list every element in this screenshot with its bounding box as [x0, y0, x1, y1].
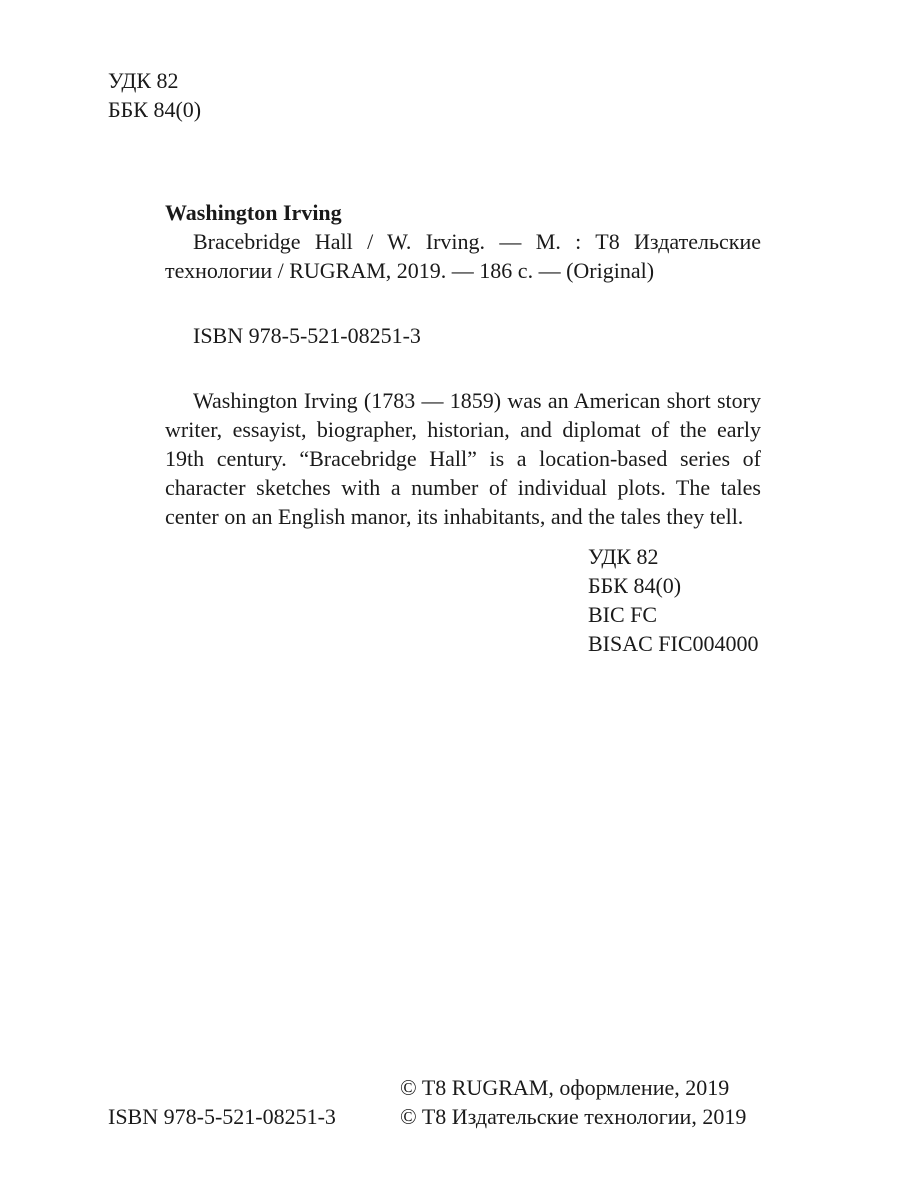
- copyright-block: [400, 1073, 746, 1131]
- bbk-code: ББК 84(0): [108, 97, 202, 122]
- annotation-paragraph: Washington Irving (1783 — 1859) was an American short story writer, essayist, biographer, historian, and diplomat of the early 19th century. “Bracebridge Hall” is a location-based series of character sketches with a number of individual plots. The tales center on an English manor, its inhabitants, and the tales they tell.: [165, 388, 761, 529]
- catalog-record: [165, 198, 761, 531]
- bbk-code: ББК 84(0): [588, 573, 682, 598]
- catalog-isbn: ISBN 978-5-521-08251-3: [193, 323, 421, 348]
- bibliographic-entry: Bracebridge Hall / W. Irving. — M. : T8 Издательские технологии / RUGRAM, 2019. — 186 с. — (Original): [165, 229, 761, 283]
- bic-code: BIC FC: [588, 602, 658, 627]
- udk-code: УДК 82: [108, 68, 179, 93]
- author-name: Washington Irving: [165, 200, 342, 225]
- copyright-design: © T8 RUGRAM, оформление, 2019: [400, 1075, 730, 1100]
- udk-code: УДК 82: [588, 544, 659, 569]
- right-classification-codes: [588, 542, 759, 658]
- bisac-code: BISAC FIC004000: [588, 631, 759, 656]
- copyright-publisher: © T8 Издательские технологии, 2019: [400, 1104, 747, 1129]
- footer-isbn: ISBN 978-5-521-08251-3: [108, 1104, 336, 1129]
- top-classification-codes: [108, 66, 201, 124]
